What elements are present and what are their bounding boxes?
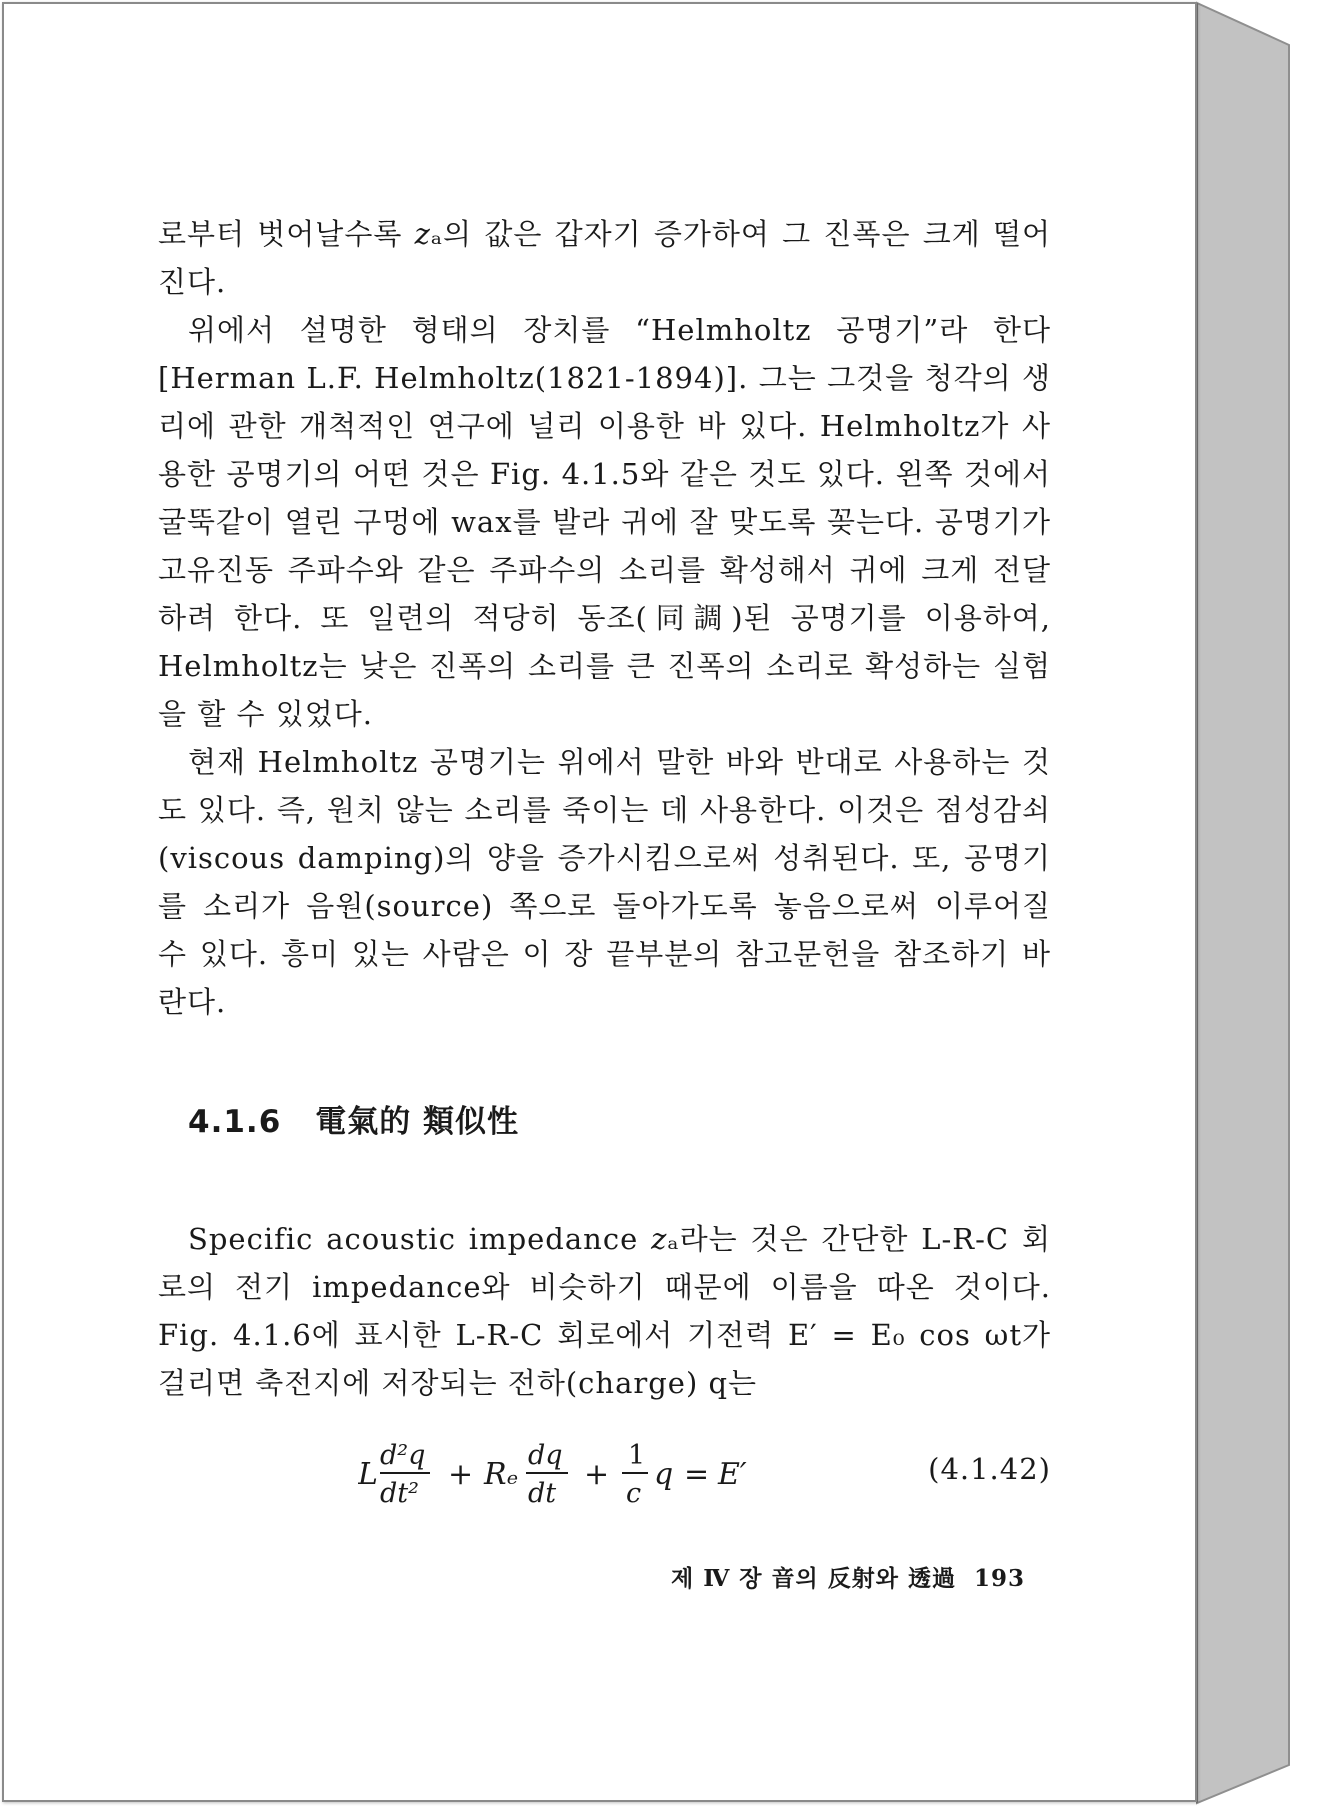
eq-d2q: d²q bbox=[380, 1440, 426, 1471]
paragraph-2: 위에서 설명한 형태의 장치를 “Helmholtz 공명기”라 한다 [Herman L.F. Helmholtz(1821-1894)]. 그는 그것을 청각의 생리에 관한 개척적인 연구에 널리 이용한 바 있다. Helmholtz가 사용한 공명기의 어떤 것은 Fig. 4.1.5와 같은 것도 있다. 왼쪽 것에서 굴뚝같이 열린 구멍에 wax를 발라 귀에 잘 맞도록 꽂는다. 공명기가 고유진동 주파수와 같은 주파수의 소리를 확성해서 귀에 크게 전달하려 한다. 또 일련의 적당히 동조(同調)된 공명기를 이용하여, Helmholtz는 낮은 진폭의 소리를 큰 진폭의 소리로 확성하는 실험을 할 수 있었다. bbox=[158, 313, 1051, 731]
page-footer bbox=[671, 1560, 1025, 1593]
eq-E: E′ bbox=[718, 1457, 747, 1492]
eq-plus-2: + bbox=[584, 1457, 610, 1492]
book-side-face bbox=[1197, 3, 1289, 1803]
equation-4-1-42 bbox=[158, 1432, 1051, 1512]
eq-dq: dq bbox=[528, 1440, 563, 1471]
paragraph-1: 로부터 벗어날수록 𝑧ₐ의 값은 갑자기 증가하여 그 진폭은 크게 떨어진다. bbox=[158, 217, 1051, 299]
eq-L: L bbox=[358, 1457, 378, 1492]
eq-one: 1 bbox=[628, 1440, 646, 1471]
eq-dt: dt bbox=[528, 1478, 557, 1509]
eq-Re: Rₑ bbox=[484, 1457, 519, 1492]
body-text-2 bbox=[158, 1215, 1051, 1407]
eq-equals: = bbox=[684, 1457, 710, 1492]
paragraph-4: Specific acoustic impedance 𝑧ₐ라는 것은 간단한 L-R-C 회로의 전기 impedance와 비슷하기 때문에 이름을 따온 것이다. Fig. 4.1.6에 표시한 L-R-C 회로에서 기전력 E′ = E₀ cos ωt가 걸리면 축전지에 저장되는 전하(charge) q는 bbox=[158, 1222, 1051, 1400]
page-number: 193 bbox=[973, 1565, 1025, 1592]
section-heading bbox=[188, 1096, 519, 1141]
body-text bbox=[158, 210, 1051, 1026]
eq-q: q bbox=[654, 1457, 674, 1492]
equation-svg bbox=[358, 1432, 898, 1512]
footer-chapter: 제 Ⅳ 장 音의 反射와 透過 bbox=[670, 1565, 956, 1592]
eq-plus-1: + bbox=[448, 1457, 474, 1492]
eq-c: c bbox=[626, 1478, 642, 1509]
eq-dt2: dt² bbox=[380, 1478, 419, 1509]
section-number: 4.1.6 bbox=[188, 1104, 282, 1140]
section-title: 電氣的 類似性 bbox=[315, 1104, 520, 1140]
equation-number: (4.1.42) bbox=[928, 1452, 1051, 1486]
paragraph-3: 현재 Helmholtz 공명기는 위에서 말한 바와 반대로 사용하는 것도 있다. 즉, 원치 않는 소리를 죽이는 데 사용한다. 이것은 점성감쇠(viscous damping)의 양을 증가시킴으로써 성취된다. 또, 공명기를 소리가 음원(source) 쪽으로 돌아가도록 놓음으로써 이루어질 수 있다. 흥미 있는 사람은 이 장 끝부분의 참고문헌을 참조하기 바란다. bbox=[158, 745, 1051, 1019]
